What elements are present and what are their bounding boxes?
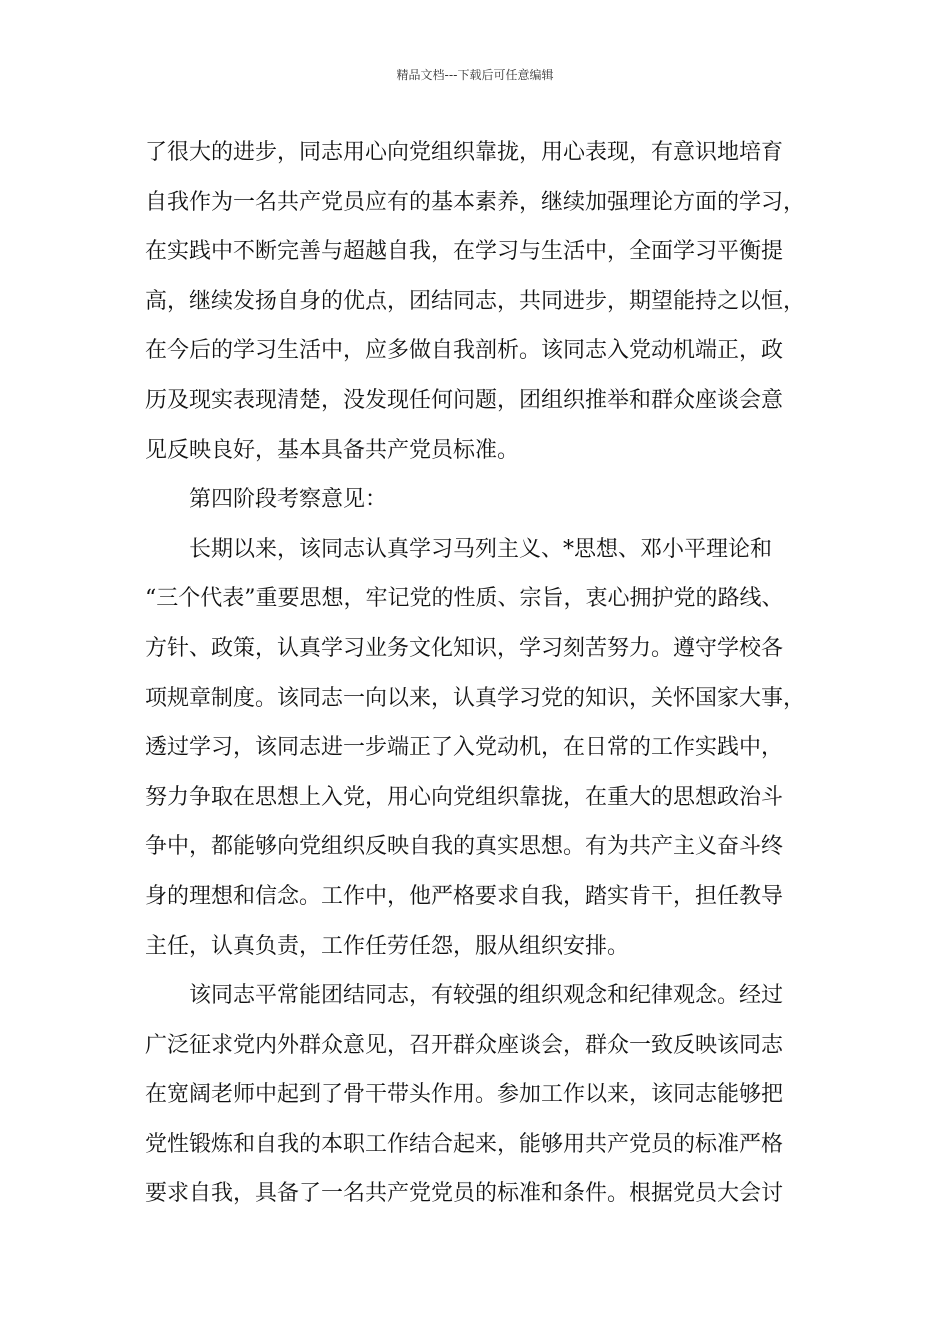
section-heading: 第四阶段考察意见： bbox=[189, 487, 388, 513]
text-line-17: 主任，认真负责，工作任劳任怨，服从组织安排。 bbox=[145, 933, 630, 959]
text-line-19: 广泛征求党内外群众意见，召开群众座谈会，群众一致反映该同志 bbox=[145, 1032, 784, 1058]
text-line-2: 自我作为一名共产党员应有的基本素养，继续加强理论方面的学习， bbox=[145, 189, 806, 215]
text-line-3: 在实践中不断完善与超越自我，在学习与生活中，全面学习平衡提 bbox=[145, 239, 784, 265]
text-line-22: 要求自我，具备了一名共产党党员的标准和条件。根据党员大会讨 bbox=[145, 1181, 784, 1207]
text-line-15: 争中，都能够向党组织反映自我的真实思想。有为共产主义奋斗终 bbox=[145, 834, 784, 860]
paragraph-start-line: 该同志平常能团结同志，有较强的组织观念和纪律观念。经过 bbox=[189, 983, 784, 1009]
text-line-13: 透过学习，该同志进一步端正了入党动机，在日常的工作实践中， bbox=[145, 735, 784, 761]
paragraph-start-line: 长期以来，该同志认真学习马列主义、*思想、邓小平理论和 bbox=[189, 536, 773, 562]
text-line-16: 身的理想和信念。工作中，他严格要求自我，踏实肯干，担任教导 bbox=[145, 883, 784, 909]
text-line-7: 见反映良好，基本具备共产党员标准。 bbox=[145, 437, 520, 463]
text-line-4: 高，继续发扬自身的优点，团结同志，共同进步，期望能持之以恒， bbox=[145, 288, 806, 314]
text-line-21: 党性锻炼和自我的本职工作结合起来，能够用共产党员的标准严格 bbox=[145, 1131, 784, 1157]
text-line-14: 努力争取在思想上入党，用心向党组织靠拢，在重大的思想政治斗 bbox=[145, 784, 784, 810]
page-header: 精品文档---下载后可任意编辑 bbox=[396, 68, 554, 82]
text-line-12: 项规章制度。该同志一向以来，认真学习党的知识，关怀国家大事， bbox=[145, 685, 806, 711]
text-line-11: 方针、政策，认真学习业务文化知识，学习刻苦努力。遵守学校各 bbox=[145, 635, 784, 661]
text-line-6: 历及现实表现清楚，没发现任何问题，团组织推举和群众座谈会意 bbox=[145, 387, 784, 413]
text-line-10: “三个代表”重要思想，牢记党的性质、宗旨，衷心拥护党的路线、 bbox=[145, 586, 784, 612]
document-body bbox=[145, 128, 825, 1219]
text-line-1: 了很大的进步，同志用心向党组织靠拢，用心表现，有意识地培育 bbox=[145, 140, 784, 165]
text-line-20: 在宽阔老师中起到了骨干带头作用。参加工作以来，该同志能够把 bbox=[145, 1082, 784, 1108]
text-line-5: 在今后的学习生活中，应多做自我剖析。该同志入党动机端正，政 bbox=[145, 338, 784, 364]
